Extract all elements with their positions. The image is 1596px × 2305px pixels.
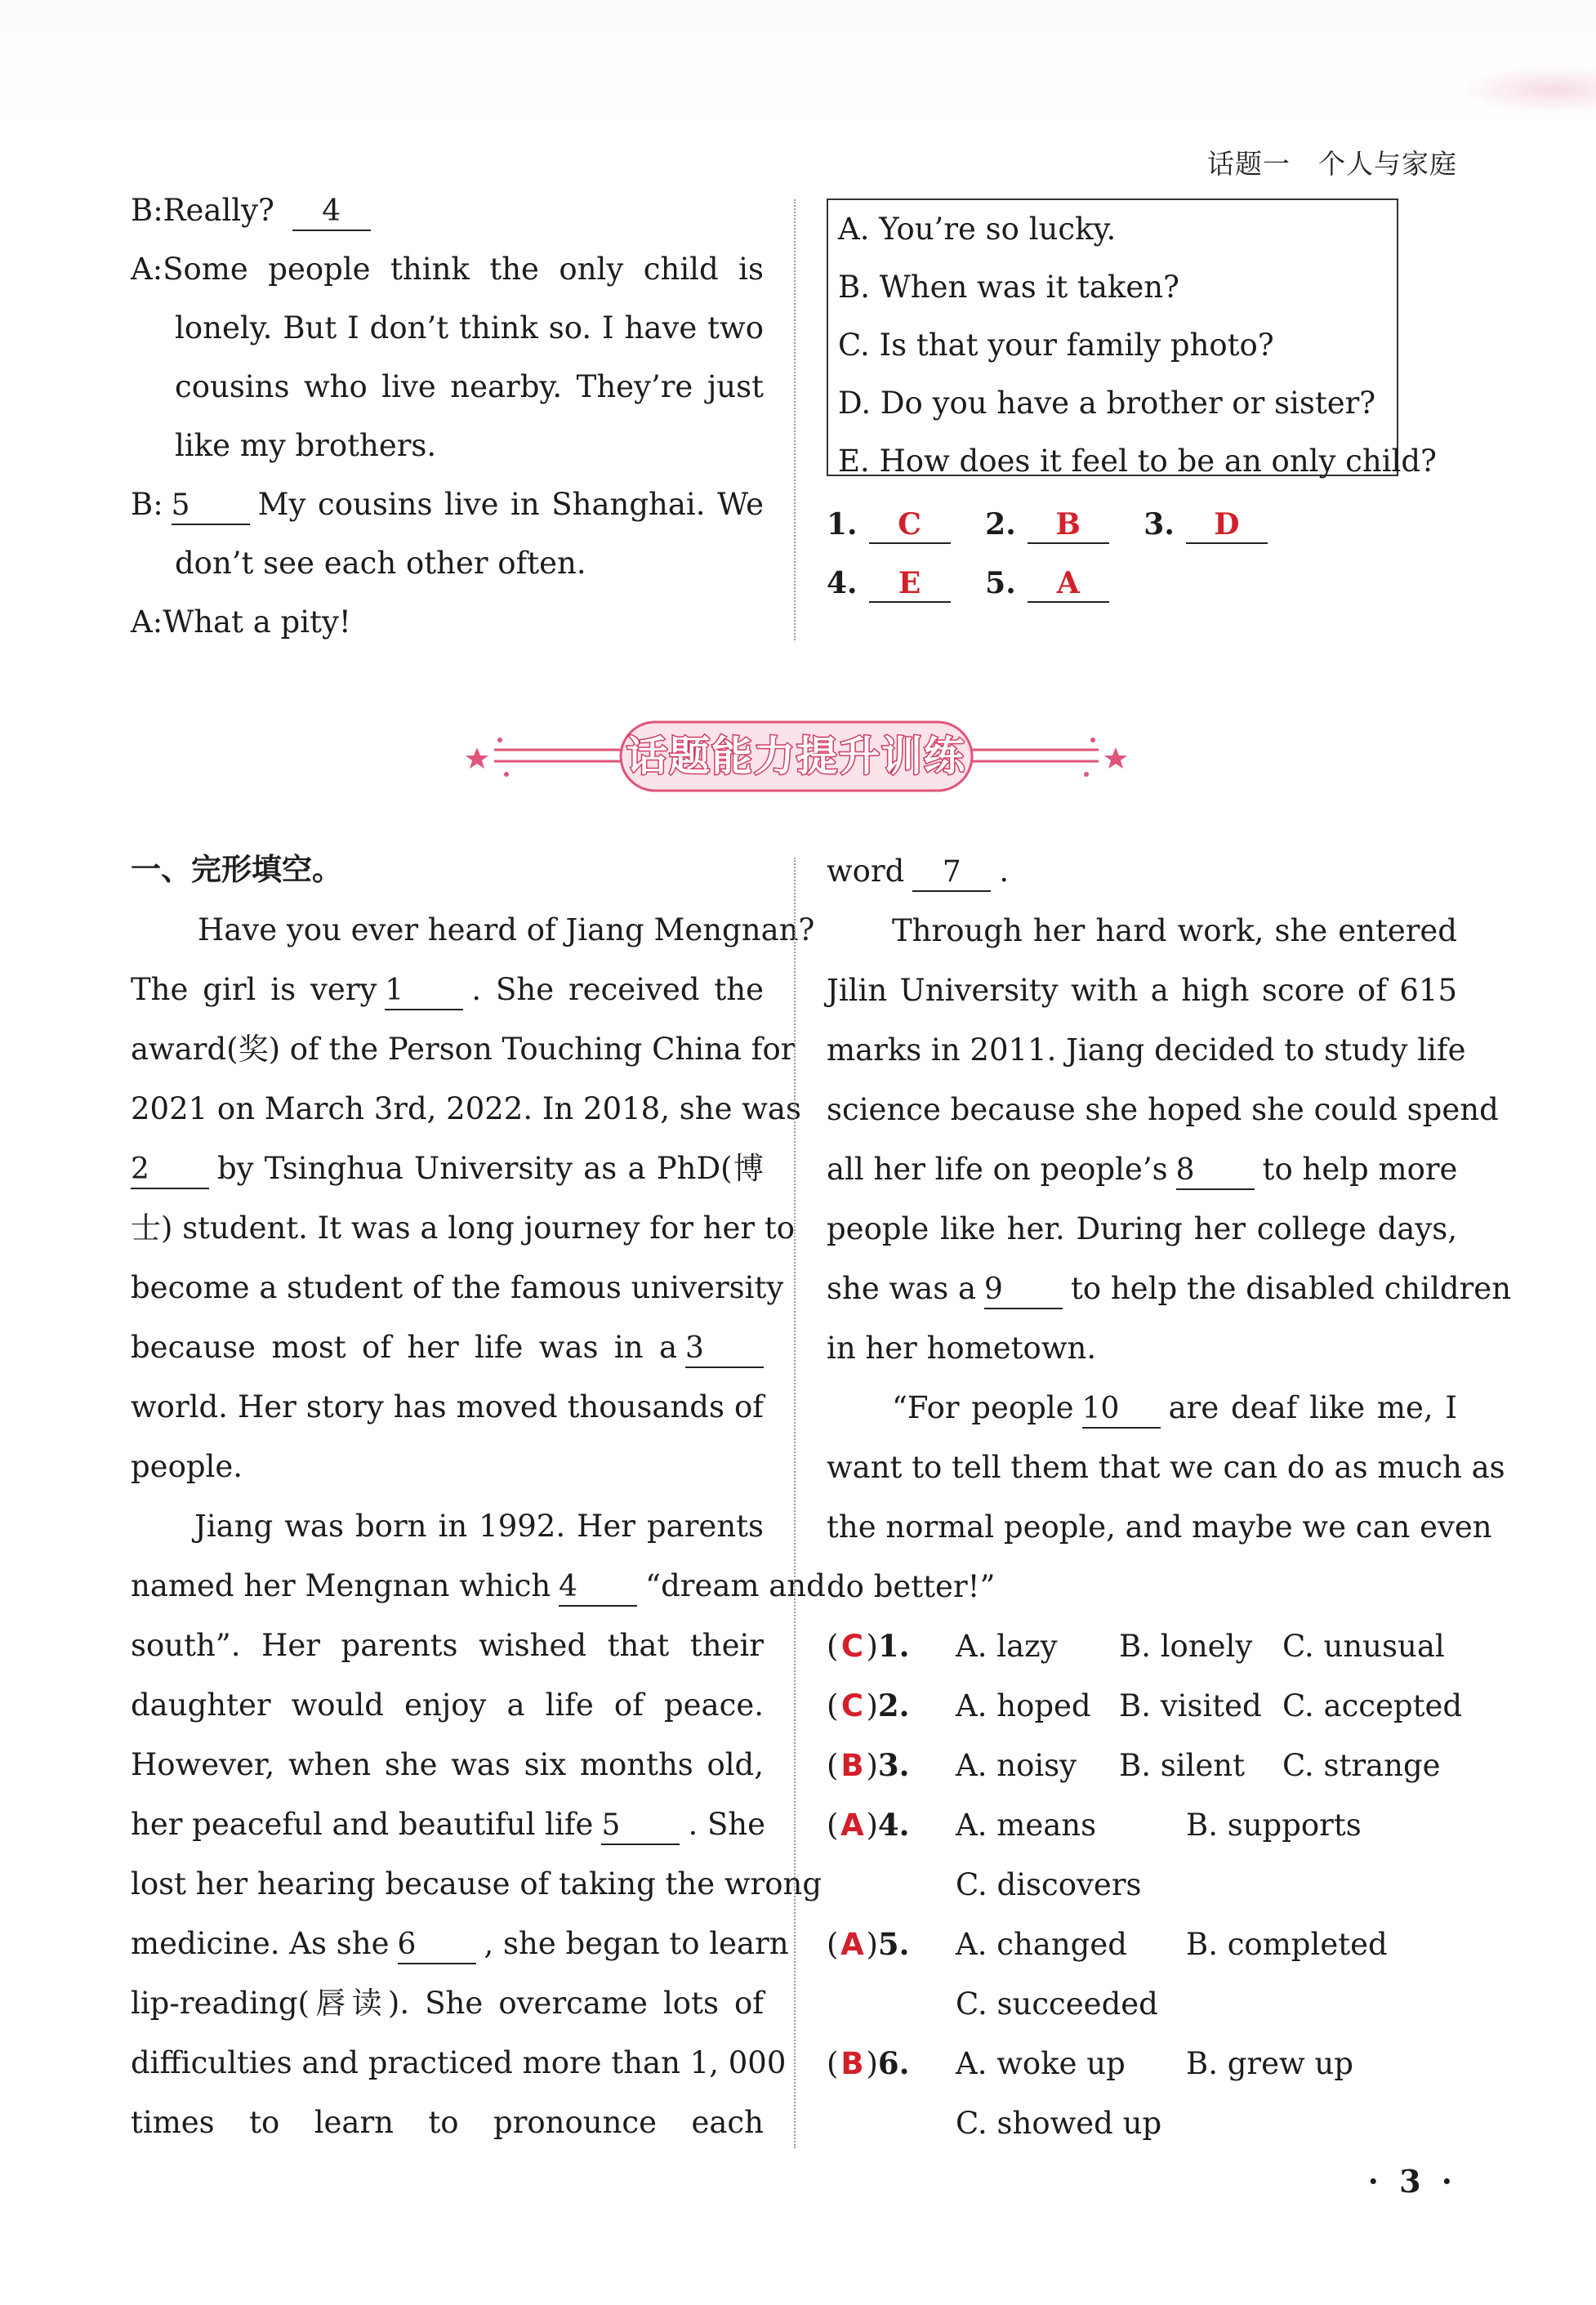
dialogue-answer-5: 5. A	[985, 554, 1109, 613]
dialogue-answer-4: 4. E	[827, 554, 951, 613]
passage-line: medicine. As she 6 , she began to learn	[131, 1914, 764, 1973]
question-answer[interactable]: C	[840, 1629, 864, 1664]
header-subtitle: 个人与家庭	[1318, 148, 1457, 180]
question-answer[interactable]: A	[840, 1808, 864, 1843]
page-number: · 3 ·	[1367, 2163, 1457, 2200]
blank-5[interactable]: 5	[172, 488, 250, 525]
question-5: (A)5. A. changed B. completed	[827, 1915, 1457, 1974]
passage-line: 士) student. It was a long journey for her to	[131, 1210, 796, 1246]
passage-line: do better!”	[827, 1569, 996, 1604]
dialogue	[131, 181, 764, 652]
passage-line: Through her hard work, she entered	[892, 913, 1457, 948]
passage-line: lip-reading(唇读). She overcame lots of	[131, 1986, 764, 2021]
page-header	[1207, 143, 1457, 181]
option-a: A. You’re so lucky.	[838, 212, 1117, 247]
corner-decoration	[1457, 65, 1596, 114]
passage-line: “For people 10 are deaf like me, I	[827, 1378, 1457, 1438]
passage-line: her peaceful and beautiful life 5 . She	[131, 1795, 764, 1854]
passage-line: people like her. During her college days,	[827, 1211, 1457, 1246]
passage-line: in her hometown.	[827, 1331, 1097, 1366]
passage-right	[827, 841, 1512, 2153]
dialogue-line-a1: A:Some people think the only child is	[131, 252, 764, 287]
passage-line: 2021 on March 3rd, 2022. In 2018, she was	[131, 1091, 801, 1126]
passage-line: because most of her life was in a 3	[131, 1317, 764, 1377]
question-answer[interactable]: A	[840, 1927, 864, 1962]
blank-1[interactable]: 1	[385, 973, 463, 1010]
blank-7[interactable]: 7	[912, 854, 991, 892]
blank-9[interactable]: 9	[984, 1272, 1063, 1309]
passage-line: the normal people, and maybe we can even	[827, 1509, 1492, 1545]
dialogue-answer-1: 1. C	[827, 495, 951, 554]
option-b: B. When was it taken?	[838, 270, 1179, 305]
dialogue-answer-2: 2. B	[985, 495, 1109, 554]
column-divider-top	[794, 199, 796, 640]
passage-line: want to tell them that we can do as much as	[827, 1450, 1505, 1485]
dialogue-line-b2: B: 5 My cousins live in Shanghai. We	[131, 475, 764, 534]
passage-line: science because she hoped she could spend	[827, 1092, 1499, 1127]
passage-line: difficulties and practiced more than 1, 000	[131, 2045, 787, 2080]
passage-line: times to learn to pronounce each	[131, 2105, 764, 2140]
dialogue-answers	[827, 495, 1292, 613]
dialogue-line-a2: A:What a pity!	[131, 604, 351, 640]
column-divider-bottom	[794, 858, 796, 2148]
question-answer[interactable]: B	[840, 2046, 864, 2081]
passage-line: people.	[131, 1449, 243, 1484]
blank-6[interactable]: 6	[398, 1927, 476, 1964]
question-5-c: C. succeeded	[956, 1986, 1158, 2022]
blank-3[interactable]: 3	[685, 1331, 764, 1368]
question-6: (B)6. A. woke up B. grew up	[827, 2034, 1457, 2093]
question-answer[interactable]: C	[840, 1688, 864, 1723]
header-topic: 话题一	[1207, 148, 1291, 180]
blank-4[interactable]: 4	[559, 1569, 637, 1607]
dialogue-line-a1-3: cousins who live nearby. They’re just	[175, 369, 764, 404]
passage-line: all her life on people’s 8 to help more	[827, 1139, 1457, 1199]
question-answer[interactable]: B	[840, 1748, 864, 1783]
question-3: (B)3. A. noisy B. silent C. strange	[827, 1736, 1457, 1795]
blank-10[interactable]: 10	[1082, 1391, 1161, 1429]
passage-line: The girl is very 1 . She received the	[131, 960, 764, 1019]
passage-line: become a student of the famous university	[131, 1270, 784, 1305]
dialogue-line-b2-2: don’t see each other often.	[175, 546, 586, 581]
banner-title: 话题能力提升训练	[626, 733, 966, 780]
question-1: (C)1. A. lazy B. lonely C. unusual	[827, 1616, 1457, 1676]
dialogue-line-b1: B:Really? 4	[131, 181, 764, 240]
dialogue-line-a1-2: lonely. But I don’t think so. I have two	[175, 310, 764, 346]
blank-4[interactable]: 4	[292, 194, 371, 231]
dialogue-line-a1-4: like my brothers.	[175, 428, 437, 463]
passage-line: word 7 .	[827, 841, 1457, 901]
passage-line: she was a 9 to help the disabled children	[827, 1259, 1457, 1318]
blank-2[interactable]: 2	[131, 1152, 209, 1189]
option-d: D. Do you have a brother or sister?	[838, 386, 1376, 421]
passage-line: Have you ever heard of Jiang Mengnan?	[198, 912, 815, 947]
passage-left	[131, 900, 826, 2152]
passage-line: 2 by Tsinghua University as a PhD(博	[131, 1139, 764, 1198]
section-banner	[457, 711, 1135, 800]
passage-line: marks in 2011. Jiang decided to study life	[827, 1032, 1466, 1068]
passage-line: lost her hearing because of taking the wrong	[131, 1866, 823, 1902]
passage-line: world. Her story has moved thousands of	[131, 1389, 764, 1424]
section-title: 一、完形填空。	[131, 852, 342, 887]
passage-line: named her Mengnan which 4 “dream and	[131, 1556, 764, 1616]
passage-line: However, when she was six months old,	[131, 1747, 764, 1782]
question-6-c: C. showed up	[956, 2106, 1162, 2141]
option-c: C. Is that your family photo?	[838, 328, 1274, 363]
question-4: (A)4. A. means B. supports	[827, 1795, 1457, 1855]
option-e: E. How does it feel to be an only child?	[838, 444, 1437, 479]
passage-line: daughter would enjoy a life of peace.	[131, 1688, 764, 1723]
question-4-c: C. discovers	[956, 1867, 1142, 1902]
blank-5[interactable]: 5	[601, 1808, 680, 1845]
question-2: (C)2. A. hoped B. visited C. accepted	[827, 1676, 1457, 1736]
options-box	[827, 198, 1437, 479]
blank-8[interactable]: 8	[1176, 1152, 1255, 1190]
passage-line: south”. Her parents wished that their	[131, 1628, 764, 1663]
passage-line: Jiang was born in 1992. Her parents	[194, 1509, 764, 1544]
passage-line: Jilin University with a high score of 615	[827, 973, 1457, 1008]
passage-line: award(奖) of the Person Touching China for	[131, 1032, 796, 1067]
dialogue-answer-3: 3. D	[1144, 495, 1268, 554]
